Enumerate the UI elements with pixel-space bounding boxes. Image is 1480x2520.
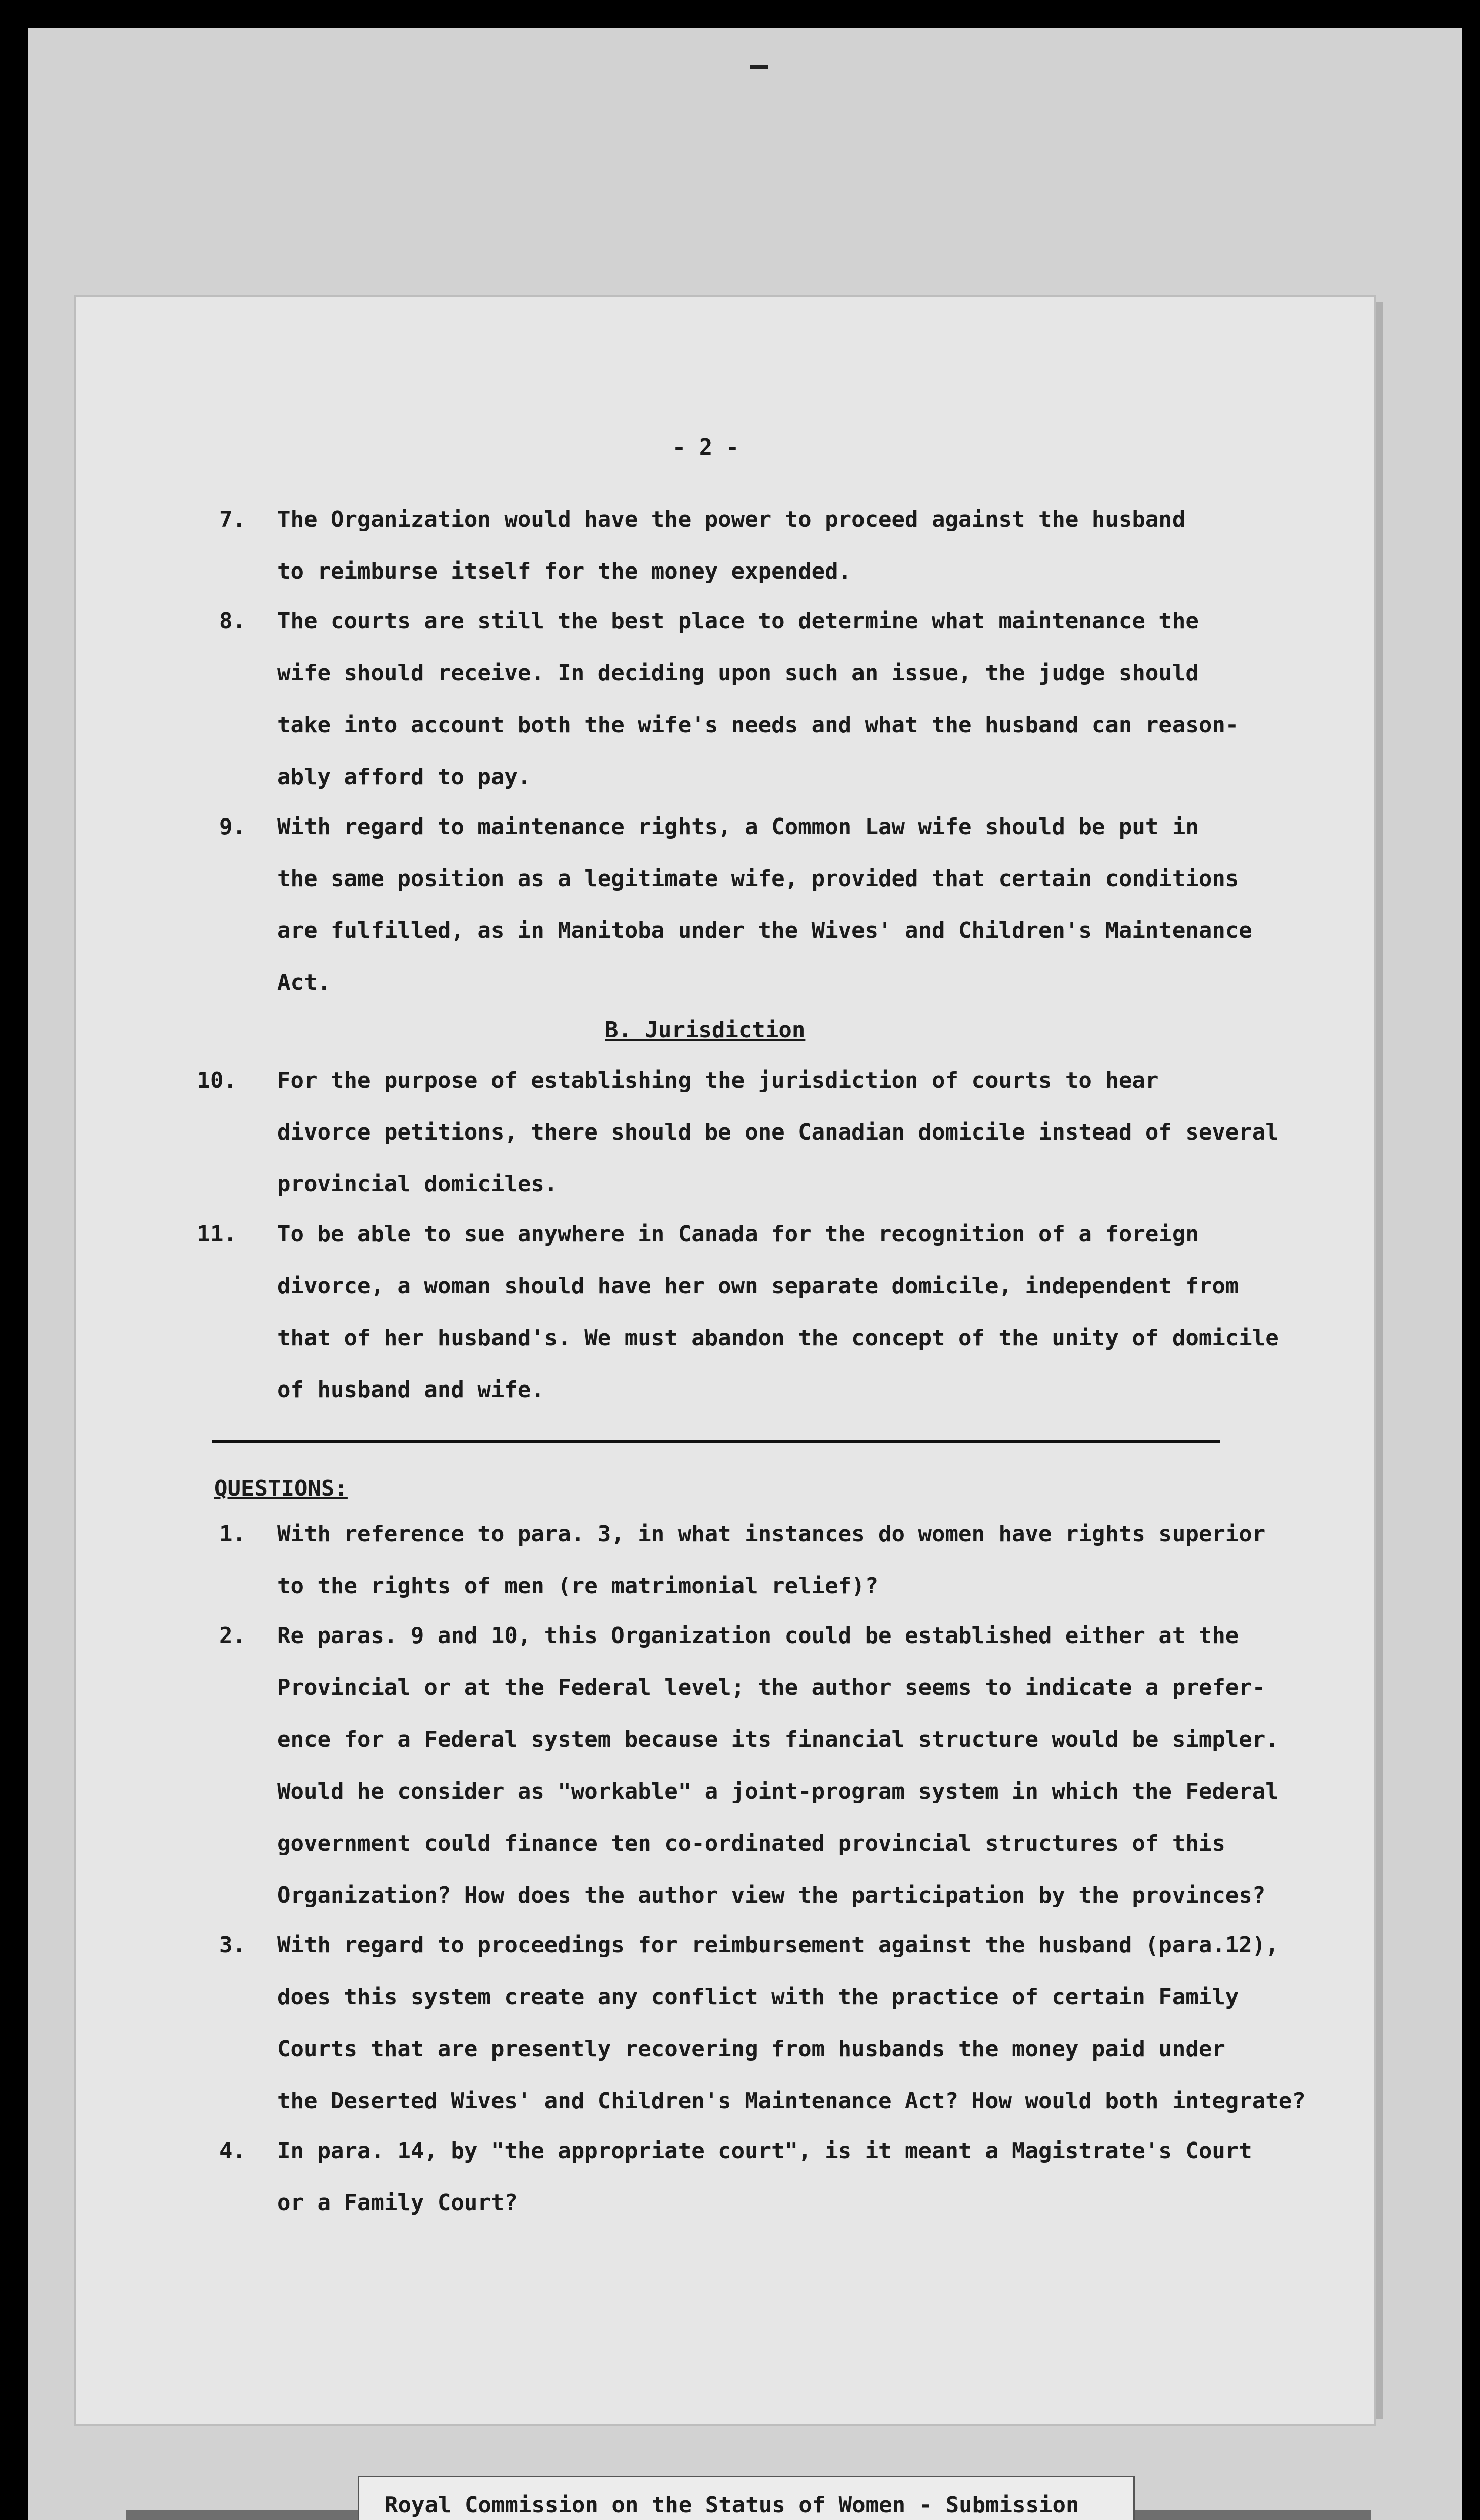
item-line: the Deserted Wives' and Children's Maintenance Act? How would both integrate?: [277, 2088, 1306, 2114]
item-line: or a Family Court?: [277, 2190, 518, 2216]
label-line-1: Royal Commission on the Status of Women - Submission: [385, 2492, 1079, 2518]
page-number: - 2 -: [672, 434, 739, 460]
item-number: 10.: [197, 1067, 237, 1093]
page-edge: [1374, 302, 1383, 2419]
item-line: With regard to proceedings for reimbursement against the husband (para.12),: [277, 1932, 1279, 1958]
item-number: 3.: [219, 1932, 246, 1958]
item-line: To be able to sue anywhere in Canada for the recognition of a foreign: [277, 1221, 1199, 1247]
item-line: to reimburse itself for the money expended.: [277, 558, 852, 584]
item-line: Courts that are presently recovering from husbands the money paid under: [277, 2036, 1225, 2062]
item-number: 2.: [219, 1623, 246, 1649]
item-number: 4.: [219, 2138, 246, 2164]
questions-label: QUESTIONS:: [214, 1476, 348, 1501]
item-line: Organization? How does the author view the participation by the provinces?: [277, 1882, 1266, 1908]
item-line: does this system create any conflict with the practice of certain Family: [277, 1984, 1239, 2010]
item-line: of husband and wife.: [277, 1377, 544, 1403]
item-line: For the purpose of establishing the jurisdiction of courts to hear: [277, 1067, 1159, 1093]
item-line: government could finance ten co-ordinated provincial structures of this: [277, 1831, 1225, 1856]
item-line: Would he consider as "workable" a joint-program system in which the Federal: [277, 1779, 1279, 1804]
item-line: The courts are still the best place to determine what maintenance the: [277, 608, 1199, 634]
item-line: divorce petitions, there should be one Canadian domicile instead of several: [277, 1119, 1279, 1145]
horizontal-rule: [212, 1440, 1220, 1443]
item-line: ably afford to pay.: [277, 764, 531, 790]
item-line: to the rights of men (re matrimonial relief)?: [277, 1573, 879, 1599]
item-line: Act.: [277, 970, 331, 995]
item-line: With reference to para. 3, in what instances do women have rights superior: [277, 1521, 1266, 1547]
item-line: In para. 14, by "the appropriate court", is it meant a Magistrate's Court: [277, 2138, 1252, 2164]
item-line: that of her husband's. We must abandon the concept of the unity of domicile: [277, 1325, 1279, 1351]
archive-label: [358, 2476, 1135, 2520]
item-line: provincial domiciles.: [277, 1171, 558, 1197]
item-line: The Organization would have the power to proceed against the husband: [277, 507, 1186, 532]
item-line: divorce, a woman should have her own separate domicile, independent from: [277, 1273, 1239, 1299]
scan-mark: [750, 65, 768, 69]
item-line: take into account both the wife's needs and what the husband can reason-: [277, 712, 1239, 738]
item-line: wife should receive. In deciding upon such an issue, the judge should: [277, 660, 1199, 686]
item-line: the same position as a legitimate wife, provided that certain conditions: [277, 866, 1239, 892]
item-line: are fulfilled, as in Manitoba under the Wives' and Children's Maintenance: [277, 918, 1252, 943]
item-line: Re paras. 9 and 10, this Organization could be established either at the: [277, 1623, 1239, 1649]
item-number: 8.: [219, 608, 246, 634]
item-number: 11.: [197, 1221, 237, 1247]
item-number: 1.: [219, 1521, 246, 1547]
section-heading: B. Jurisdiction: [605, 1017, 806, 1043]
item-line: ence for a Federal system because its financial structure would be simpler.: [277, 1727, 1279, 1752]
item-number: 9.: [219, 814, 246, 840]
item-line: Provincial or at the Federal level; the author seems to indicate a prefer-: [277, 1675, 1266, 1700]
item-line: With regard to maintenance rights, a Common Law wife should be put in: [277, 814, 1199, 840]
item-number: 7.: [219, 507, 246, 532]
